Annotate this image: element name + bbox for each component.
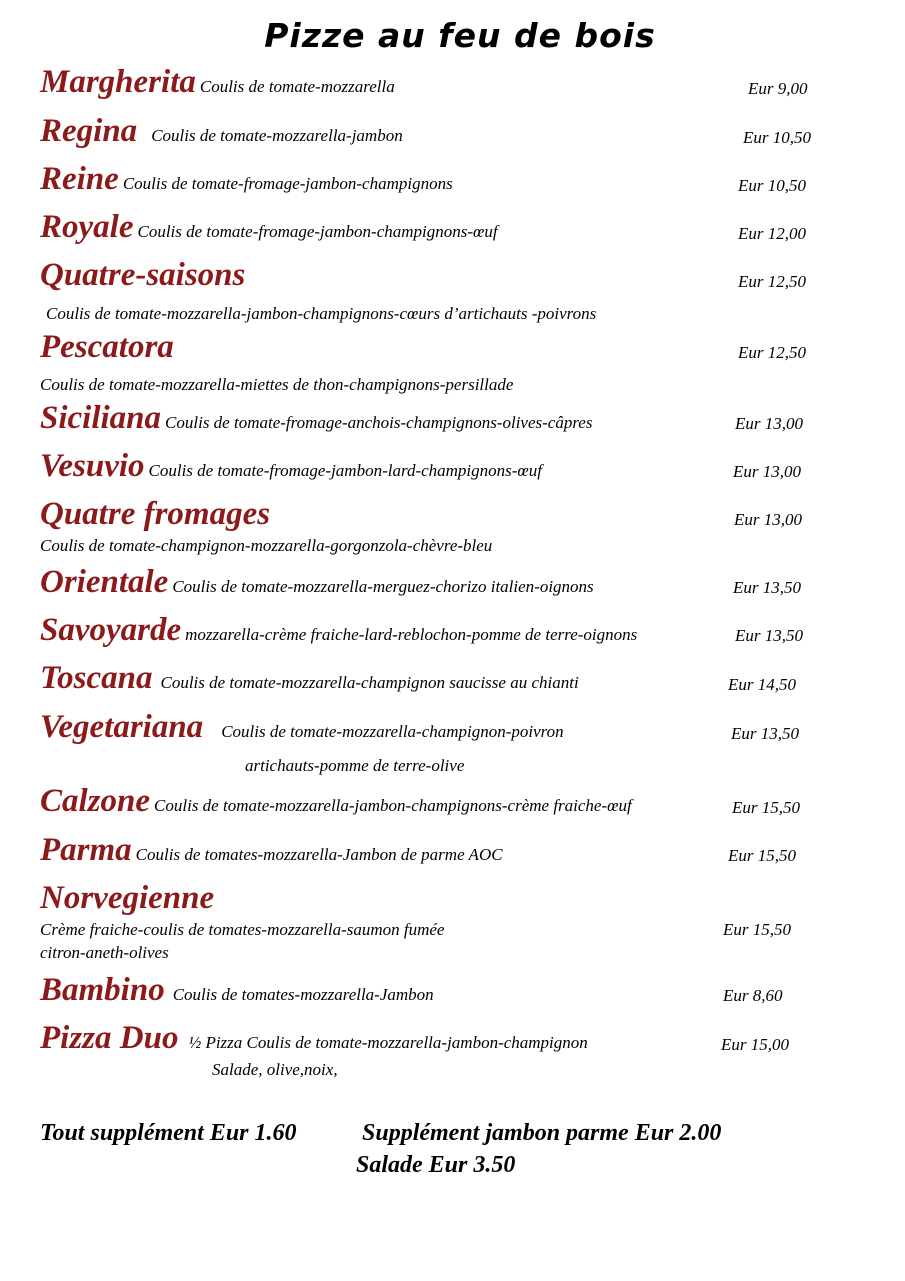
pizza-name: Regina — [40, 113, 138, 149]
pizza-price: Eur 13,00 — [735, 414, 803, 433]
pizza-name: Reine — [40, 161, 119, 197]
pizza-description: Coulis de tomate-champignon-mozzarella-gorgonzola-chèvre-bleu — [40, 536, 493, 555]
pizza-name: Parma — [40, 832, 132, 868]
menu-item-parma — [40, 832, 503, 869]
pizza-name: Bambino — [40, 972, 165, 1008]
pizza-description: Coulis de tomate-mozzarella-jambon-champignons-cœurs d’artichauts -poivrons — [46, 304, 597, 323]
menu-item-pescatora — [40, 329, 174, 366]
pizza-description: Coulis de tomate-fromage-jambon-lard-champignons-œuf — [148, 461, 542, 480]
pizza-description: Coulis de tomate-fromage-jambon-champignons — [122, 174, 453, 193]
pizza-name: Vesuvio — [40, 448, 145, 484]
pizza-name: Pizza Duo — [40, 1020, 179, 1056]
menu-item-quatre-fromages — [40, 496, 270, 533]
pizza-description: Coulis de tomates-mozzarella-Jambon de parme AOC — [135, 845, 503, 864]
menu-item-calzone — [40, 783, 632, 820]
pizza-description: mozzarella-crème fraiche-lard-reblochon-pomme de terre-oignons — [185, 625, 638, 644]
menu-item-quatre-saisons — [40, 257, 245, 294]
pizza-price: Eur 10,50 — [743, 128, 811, 147]
pizza-name: Margherita — [40, 64, 196, 100]
pizza-price: Eur 12,50 — [738, 272, 806, 291]
pizza-description-cont: Salade, olive,noix, — [212, 1060, 338, 1079]
pizza-price: Eur 14,50 — [728, 675, 796, 694]
pizza-price: Eur 15,50 — [723, 920, 791, 939]
pizza-description-cont: artichauts-pomme de terre-olive — [245, 756, 465, 775]
pizza-description: Coulis de tomate-mozzarella-miettes de thon-champignons-persillade — [40, 375, 514, 394]
menu-item-margherita — [40, 64, 395, 101]
pizza-description: Coulis de tomate-mozzarella-champignon saucisse au chianti — [160, 673, 579, 692]
pizza-price: Eur 12,00 — [738, 224, 806, 243]
pizza-name: Calzone — [40, 783, 151, 819]
pizza-price: Eur 15,00 — [721, 1035, 789, 1054]
pizza-name: Norvegienne — [40, 880, 215, 916]
parma-supplement-note: Supplément jambon parme Eur 2.00 — [362, 1120, 722, 1146]
pizza-description: Coulis de tomate-mozzarella-champignon-poivron — [221, 722, 564, 741]
pizza-price: Eur 9,00 — [748, 79, 808, 98]
pizza-description: Coulis de tomate-mozzarella-jambon — [151, 126, 403, 145]
menu-item-savoyarde — [40, 612, 637, 649]
menu-item-toscana — [40, 660, 579, 697]
pizza-name: Pescatora — [40, 329, 174, 365]
menu-item-pizza-duo — [40, 1020, 588, 1057]
pizza-name: Royale — [40, 209, 134, 245]
pizza-description: Coulis de tomate-fromage-jambon-champignons-œuf — [137, 222, 498, 241]
pizza-price: Eur 8,60 — [723, 986, 783, 1005]
supplement-note: Tout supplément Eur 1.60 — [40, 1120, 297, 1146]
pizza-price: Eur 13,00 — [734, 510, 802, 529]
pizza-name: Orientale — [40, 564, 169, 600]
pizza-name: Quatre fromages — [40, 496, 271, 532]
pizza-description: Coulis de tomates-mozzarella-Jambon — [172, 985, 434, 1004]
pizza-name: Quatre-saisons — [40, 257, 246, 293]
pizza-price: Eur 10,50 — [738, 176, 806, 195]
pizza-price: Eur 12,50 — [738, 343, 806, 362]
menu-item-siciliana — [40, 400, 592, 437]
menu-item-orientale — [40, 564, 594, 601]
menu-item-reine — [40, 161, 453, 198]
pizza-description: ½ Pizza Coulis de tomate-mozzarella-jambon-champignon — [188, 1033, 588, 1052]
menu-item-royale — [40, 209, 498, 246]
pizza-name: Vegetariana — [40, 709, 204, 745]
menu-item-bambino — [40, 972, 434, 1009]
pizza-name: Siciliana — [40, 400, 162, 436]
pizza-price: Eur 15,50 — [732, 798, 800, 817]
pizza-price: Eur 13,00 — [733, 462, 801, 481]
menu-item-vegetariana — [40, 709, 564, 746]
pizza-name: Savoyarde — [40, 612, 182, 648]
pizza-price: Eur 13,50 — [731, 724, 799, 743]
pizza-name: Toscana — [40, 660, 153, 696]
page-title: Pizze au feu de bois — [264, 16, 656, 55]
pizza-description: Coulis de tomate-fromage-anchois-champignons-olives-câpres — [165, 413, 593, 432]
pizza-price: Eur 15,50 — [728, 846, 796, 865]
menu-item-norvegienne — [40, 880, 214, 917]
menu-item-regina — [40, 113, 403, 150]
pizza-description-cont: citron-aneth-olives — [40, 943, 169, 962]
menu-item-vesuvio — [40, 448, 542, 485]
pizza-description: Coulis de tomate-mozzarella-jambon-champignons-crème fraiche-œuf — [154, 796, 632, 815]
pizza-price: Eur 13,50 — [735, 626, 803, 645]
pizza-description: Coulis de tomate-mozzarella — [199, 77, 395, 96]
pizza-description: Coulis de tomate-mozzarella-merguez-chorizo italien-oignons — [172, 577, 594, 596]
salade-note: Salade Eur 3.50 — [356, 1152, 516, 1178]
pizza-description: Crème fraiche-coulis de tomates-mozzarella-saumon fumée — [40, 920, 445, 939]
pizza-price: Eur 13,50 — [733, 578, 801, 597]
